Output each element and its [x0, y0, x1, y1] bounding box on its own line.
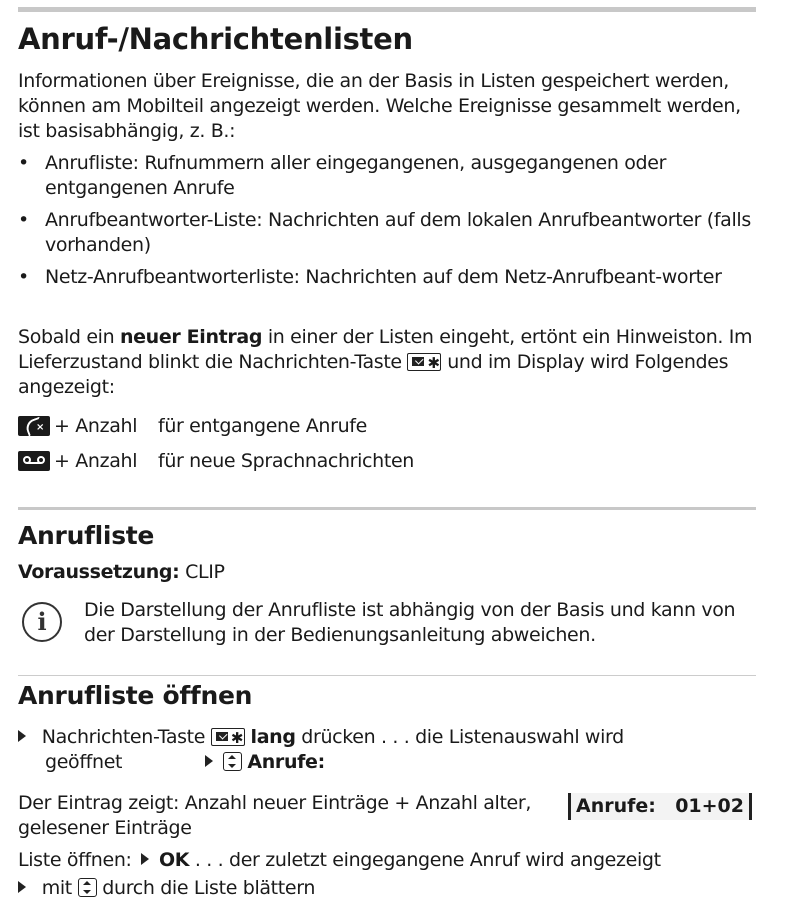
requirement-line — [18, 560, 763, 585]
ok-softkey: OK — [158, 849, 190, 871]
step1-opened-word: geöffnet — [45, 751, 123, 773]
section-title-call-lists: Anruf-/Nachrichtenlisten — [18, 22, 413, 56]
message-key-icon: ✱ — [407, 353, 441, 371]
navigation-key-icon — [78, 878, 97, 897]
section-title-open-call-list: Anrufliste öffnen — [18, 681, 253, 710]
message-key-icon: ✱ — [211, 728, 245, 746]
section-title-call-list: Anrufliste — [18, 521, 155, 550]
new-entry-text-before: Sobald ein — [18, 326, 120, 348]
voicemail-icon — [18, 451, 50, 471]
section-divider — [18, 507, 756, 510]
step-arrow-icon — [205, 755, 213, 767]
step1-text-a: Nachrichten-Taste — [41, 726, 206, 748]
scroll-text-a: mit — [41, 877, 72, 899]
step1-bold: lang — [250, 726, 296, 748]
navigation-key-icon — [223, 752, 242, 771]
info-note: Die Darstellung der Anrufliste ist abhängig von der Basis und kann von der Darstellung in der Bedienungsanleitung abweichen. — [84, 599, 736, 646]
display-value: 01+02 — [675, 795, 744, 817]
step-arrow-icon — [18, 730, 26, 742]
bullet-text: Netz-Anrufbeantworterliste: Nachrichten auf dem Netz-Anrufbeant-worter — [45, 266, 722, 288]
top-divider — [18, 7, 756, 12]
voicemail-count: + Anzahl — [54, 450, 138, 472]
missed-call-count: + Anzahl — [54, 415, 138, 437]
step1-menu-item: Anrufe: — [247, 751, 325, 773]
bullet-dot: • — [18, 266, 29, 288]
intro-paragraph: Informationen über Ereignisse, die an der Basis in Listen gespeichert werden, können am Mobilteil angezeigt werden. Welche Ereignisse gesammelt werden, ist basisabhängig, z. B.: — [18, 70, 741, 142]
list-item — [18, 151, 763, 201]
step1-text-b: drücken . . . die Listenauswahl wird — [301, 726, 624, 748]
scroll-step — [18, 876, 763, 901]
open-list-text-a: Liste öffnen: — [18, 849, 132, 871]
bullet-text: Anrufliste: Rufnummern aller eingegangenen, ausgegangenen oder entgangenen Anrufe — [45, 152, 667, 199]
bullet-dot: • — [18, 152, 29, 174]
step-open-list-selection — [18, 725, 763, 750]
new-entry-text-after2: und im Display wird Folgendes angezeigt: — [18, 351, 729, 398]
entry-description: Der Eintrag zeigt: Anzahl neuer Einträge + Anzahl alter, gelesener Einträge — [18, 792, 532, 839]
missed-call-desc: für entgangene Anrufe — [158, 415, 367, 437]
open-list-line — [18, 848, 763, 873]
step-arrow-icon — [18, 881, 26, 893]
subsection-divider — [18, 675, 756, 676]
requirement-value: CLIP — [185, 561, 225, 583]
new-entry-paragraph — [18, 325, 763, 400]
bullet-text: Anrufbeantworter-Liste: Nachrichten auf dem lokalen Anrufbeantworter (falls vorhanden) — [45, 209, 751, 256]
requirement-label: Voraussetzung: — [18, 561, 180, 583]
missed-call-icon: × — [18, 416, 50, 436]
voicemail-desc: für neue Sprachnachrichten — [158, 450, 414, 472]
new-entry-text-after: in einer der Listen eingeht, ertönt ein Hinweiston. Im Lieferzustand blinkt die Nachrichten-Taste — [18, 326, 753, 373]
open-list-text-b: . . . der zuletzt eingegangene Anruf wird angezeigt — [194, 849, 661, 871]
display-preview — [568, 793, 752, 820]
info-icon: i — [22, 602, 62, 642]
list-item — [18, 208, 763, 258]
scroll-text-b: durch die Liste blättern — [102, 877, 316, 899]
step-arrow-icon — [141, 853, 149, 865]
new-entry-bold: neuer Eintrag — [119, 326, 263, 348]
list-item — [18, 265, 763, 290]
bullet-dot: • — [18, 209, 29, 231]
display-label: Anrufe: — [576, 795, 656, 817]
